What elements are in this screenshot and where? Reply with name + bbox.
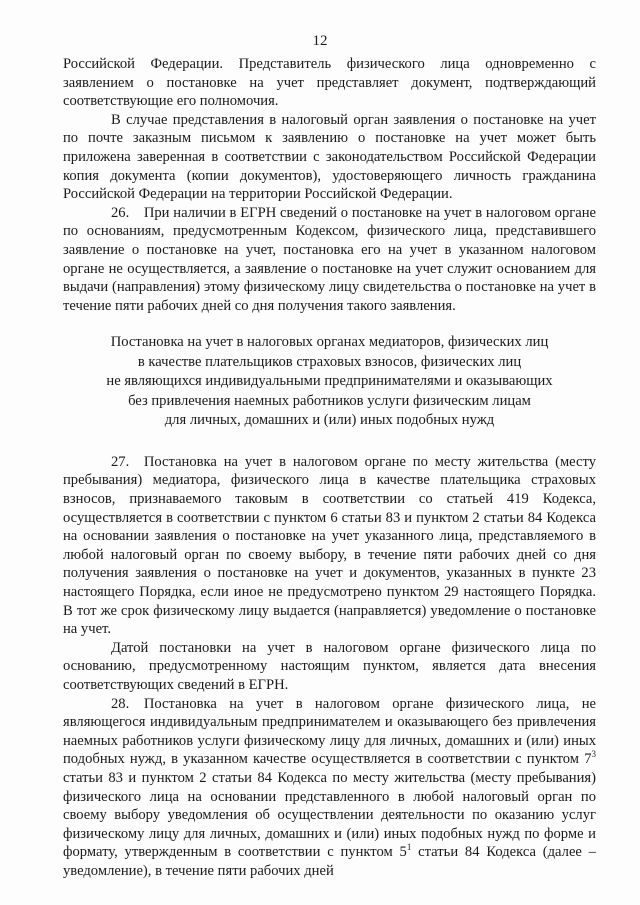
paragraph-continuation: Российской Федерации. Представитель физического лица одновременно с заявлением о постановке на учет представляет документ, подтверждающий соответствующие его полномочия. <box>63 56 596 110</box>
paragraph-28-text-1: 28. Постановка на учет в налоговом органе физического лица, не являющегося индивидуальным предпринимателем и оказывающего без привлечения наемных работников услуги физическому лицу для личных, домашних и (или) иных подобных нужд, в указанном качестве осуществляется в соответствии с пунктом 7 <box>63 695 596 768</box>
heading-line: для личных, домашних и (или) иных подобных нужд <box>164 412 495 429</box>
paragraph-28 <box>63 695 596 881</box>
superscript-1: 1 <box>406 842 412 853</box>
paragraph-28-text-3: статьи 84 Кодекса (далее – уведомление), в течение пяти рабочих дней <box>63 844 597 879</box>
paragraph-26: 26. При наличии в ЕГРН сведений о постановке на учет в налоговом органе по основаниям, предусмотренным Кодексом, физического лица, представившего заявление о постановке на учет, постановка его на учет в указанном налоговом органе не осуществляется, а заявление о постановке на учет служит основанием для выдачи (направления) этому физическому лицу свидетельства о постановке на учет в течение пяти рабочих дней со дня получения такого заявления. <box>63 204 596 314</box>
document-body <box>63 55 596 880</box>
paragraph-28-text-2: статьи 83 и пунктом 2 статьи 84 Кодекса по месту жительства (месту пребывания) физического лица на основании представленного в любой налоговый орган по своему выбору уведомления об осуществлении деятельности по оказанию услуг физическому лицу для личных, домашних и (или) иных подобных нужд по форме и формату, утвержденным в соответствии с пунктом 5 <box>63 769 596 861</box>
heading-line: Постановка на учет в налоговых органах медиаторов, физических лиц <box>110 334 549 351</box>
section-heading <box>63 333 596 431</box>
heading-line: без привлечения наемных работников услуги физическим лицам <box>128 392 531 409</box>
paragraph-27: 27. Постановка на учет в налоговом органе по месту жительства (месту пребывания) медиатора, физического лица в качестве плательщика страховых взносов, признаваемого таковым в соответствии со статьей 419 Кодекса, осуществляется в соответствии с пунктом 6 статьи 83 и пунктом 2 статьи 84 Кодекса на основании заявления о постановке на учет указанного лица, представляемого в любой налоговый орган по своему выбору, в течение пяти рабочих дней со дня получения заявления о постановке на учет и документов, указанных в пункте 23 настоящего Порядка, если иное не предусмотрено пунктом 29 настоящего Порядка. В тот же срок физическому лицу выдается (направляется) уведомление о постановке на учет. <box>63 453 596 638</box>
paragraph-registration-date: Датой постановки на учет в налоговом органе физического лица по основанию, предусмотренному настоящим пунктом, является дата внесения соответствующих сведений в ЕГРН. <box>63 639 596 693</box>
page-number: 12 <box>312 33 328 49</box>
heading-line: не являющихся индивидуальными предпринимателями и оказывающих <box>106 373 553 390</box>
superscript-3: 3 <box>591 749 596 760</box>
paragraph-mail-submission: В случае представления в налоговый орган заявления о постановке на учет по почте заказным письмом к заявлению о постановке на учет может быть приложена заверенная в соответствии с законодательством Российской Федерации копия документа (копии документов), удостоверяющего личность гражданина Российской Федерации на территории Российской Федерации. <box>63 111 596 203</box>
heading-line: в качестве плательщиков страховых взносов, физических лиц <box>137 353 522 370</box>
